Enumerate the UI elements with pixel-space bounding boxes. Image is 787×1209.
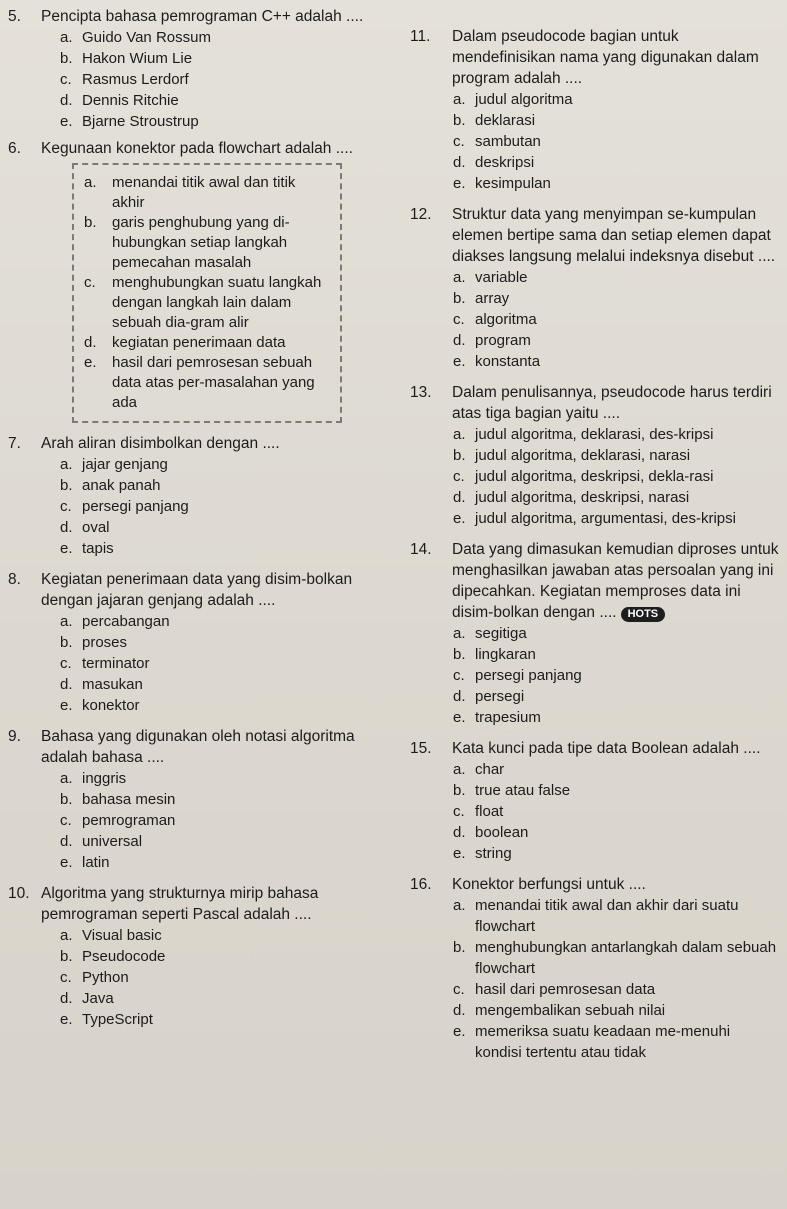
option-text: array [475, 290, 510, 307]
option-e [453, 843, 780, 864]
option-text: terminator [82, 655, 150, 672]
question-stem [8, 138, 393, 159]
option-letter: c. [453, 311, 465, 328]
option-text: deskripsi [475, 154, 535, 171]
option-text: proses [82, 634, 128, 651]
option-text: oval [82, 519, 110, 536]
option-text: pemrograman [82, 812, 176, 829]
option-letter: a. [453, 761, 466, 778]
option-c [60, 810, 393, 831]
option-text: Guido Van Rossum [82, 29, 211, 46]
option-letter: c. [60, 655, 72, 672]
option-d [60, 90, 393, 111]
question-number: 11. [410, 28, 431, 45]
option-text: variable [475, 269, 528, 286]
question-8 [8, 569, 393, 716]
option-e [60, 695, 393, 716]
question-text: Bahasa yang digunakan oleh notasi algoritma adalah bahasa .... [41, 728, 355, 766]
option-letter: e. [453, 1023, 466, 1040]
option-letter: c. [60, 498, 72, 515]
option-b [60, 48, 393, 69]
option-c [453, 665, 780, 686]
option-text: kegiatan penerimaan data [112, 334, 286, 351]
question-text: Kata kunci pada tipe data Boolean adalah .... [452, 740, 761, 757]
option-e [60, 1009, 393, 1030]
option-letter: e. [453, 510, 466, 527]
option-letter: c. [453, 981, 465, 998]
option-text: tapis [82, 540, 114, 557]
right-column [410, 26, 780, 1063]
left-column [8, 6, 393, 1030]
option-text: menghubungkan suatu langkah dengan langkah lain dalam sebuah dia-gram alir [112, 274, 322, 331]
option-b [453, 644, 780, 665]
option-a [453, 424, 780, 445]
option-text: anak panah [82, 477, 161, 494]
option-letter: e. [453, 709, 466, 726]
option-c [60, 653, 393, 674]
question-number: 5. [8, 8, 21, 25]
option-text: latin [82, 854, 110, 871]
option-c [453, 131, 780, 152]
question-7 [8, 433, 393, 559]
question-text: Struktur data yang menyimpan se-kumpulan elemen bertipe sama dan setiap elemen dapat diakses langsung melalui indeksnya disebut .... [452, 206, 776, 265]
option-c [60, 967, 393, 988]
option-letter: d. [453, 332, 466, 349]
option-text: konstanta [475, 353, 541, 370]
option-letter: d. [453, 824, 466, 841]
option-a [453, 759, 780, 780]
option-letter: d. [453, 489, 466, 506]
option-text: hasil dari pemrosesan data [475, 981, 656, 998]
option-text: menandai titik awal dan titik akhir [112, 174, 296, 211]
option-text: konektor [82, 697, 140, 714]
option-list [410, 267, 780, 372]
option-text: sambutan [475, 133, 541, 150]
option-b [84, 213, 332, 273]
option-list [410, 424, 780, 529]
option-e [60, 111, 393, 132]
option-letter: b. [453, 447, 466, 464]
option-text: jajar genjang [82, 456, 168, 473]
question-9 [8, 726, 393, 873]
option-text: memeriksa suatu keadaan me-menuhi kondisi tertentu atau tidak [475, 1023, 731, 1061]
option-letter: a. [60, 29, 73, 46]
option-letter: c. [60, 71, 72, 88]
option-b [453, 110, 780, 131]
option-text: char [475, 761, 505, 778]
option-text: string [475, 845, 512, 862]
option-letter: b. [60, 791, 73, 808]
option-letter: d. [60, 990, 73, 1007]
option-letter: a. [60, 456, 73, 473]
question-stem [8, 883, 393, 925]
option-c [60, 69, 393, 90]
question-number: 14. [410, 541, 432, 558]
question-15 [410, 738, 780, 864]
option-list [410, 89, 780, 194]
option-text: Python [82, 969, 129, 986]
question-stem [8, 6, 393, 27]
option-a [84, 173, 332, 213]
option-list [410, 895, 780, 1063]
option-letter: c. [453, 667, 465, 684]
option-letter: e. [453, 845, 466, 862]
option-text: judul algoritma, deklarasi, des-kripsi [475, 426, 714, 443]
option-letter: d. [84, 334, 97, 351]
option-letter: b. [453, 646, 466, 663]
question-text: Kegunaan konektor pada flowchart adalah .... [41, 140, 353, 157]
question-text: Arah aliran disimbolkan dengan .... [41, 435, 280, 452]
question-11 [410, 26, 780, 194]
question-stem [8, 726, 393, 768]
option-b [60, 789, 393, 810]
option-text: TypeScript [82, 1011, 153, 1028]
option-text: float [475, 803, 504, 820]
option-text: true atau false [475, 782, 571, 799]
option-d [60, 517, 393, 538]
option-text: inggris [82, 770, 127, 787]
question-stem [410, 26, 780, 89]
option-text: persegi [475, 688, 525, 705]
option-letter: e. [60, 854, 73, 871]
option-text: Java [82, 990, 114, 1007]
question-number: 16. [410, 876, 432, 893]
option-d [453, 686, 780, 707]
question-number: 9. [8, 728, 21, 745]
question-number: 13. [410, 384, 432, 401]
option-a [60, 925, 393, 946]
option-text: judul algoritma [475, 91, 573, 108]
question-text: Dalam pseudocode bagian untuk mendefinisikan nama yang digunakan dalam program adalah .... [452, 28, 759, 87]
option-list [8, 27, 393, 132]
option-text: judul algoritma, argumentasi, des-kripsi [475, 510, 736, 527]
dashed-option-box [72, 163, 342, 423]
option-letter: e. [453, 353, 466, 370]
option-letter: c. [453, 803, 465, 820]
question-number: 8. [8, 571, 21, 588]
option-a [60, 611, 393, 632]
option-a [453, 623, 780, 644]
option-a [453, 89, 780, 110]
option-letter: e. [60, 113, 73, 130]
question-10 [8, 883, 393, 1030]
option-text: program [475, 332, 531, 349]
option-letter: a. [453, 91, 466, 108]
option-d [453, 822, 780, 843]
option-b [60, 946, 393, 967]
option-a [60, 27, 393, 48]
option-letter: c. [453, 468, 465, 485]
option-b [60, 632, 393, 653]
question-text: Dalam penulisannya, pseudocode harus terdiri atas tiga bagian yaitu .... [452, 384, 772, 422]
option-list [8, 611, 393, 716]
option-text: persegi panjang [82, 498, 189, 515]
option-c [60, 496, 393, 517]
option-c [453, 979, 780, 1000]
option-letter: d. [60, 833, 73, 850]
option-a [453, 267, 780, 288]
option-text: menghubungkan antarlangkah dalam sebuah flowchart [475, 939, 777, 977]
question-number: 7. [8, 435, 21, 452]
option-letter: a. [60, 927, 73, 944]
question-16 [410, 874, 780, 1063]
option-d [60, 831, 393, 852]
option-letter: b. [60, 477, 73, 494]
option-d [84, 333, 332, 353]
option-text: Visual basic [82, 927, 162, 944]
question-number: 6. [8, 140, 21, 157]
option-e [60, 538, 393, 559]
option-text: deklarasi [475, 112, 536, 129]
option-letter: b. [453, 939, 466, 956]
option-e [60, 852, 393, 873]
option-text: algoritma [475, 311, 537, 328]
hots-badge: HOTS [621, 607, 666, 622]
option-text: persegi panjang [475, 667, 582, 684]
option-letter: e. [84, 354, 97, 371]
option-letter: d. [60, 676, 73, 693]
option-e [453, 351, 780, 372]
option-c [453, 309, 780, 330]
option-text: judul algoritma, deklarasi, narasi [475, 447, 691, 464]
option-list [8, 768, 393, 873]
option-letter: a. [453, 269, 466, 286]
option-letter: a. [60, 770, 73, 787]
option-text: Pseudocode [82, 948, 166, 965]
option-text: percabangan [82, 613, 170, 630]
option-text: judul algoritma, deskripsi, narasi [475, 489, 690, 506]
question-text: Pencipta bahasa pemrograman C++ adalah .... [41, 8, 364, 25]
option-e [84, 353, 332, 413]
question-number: 12. [410, 206, 432, 223]
option-e [453, 173, 780, 194]
option-letter: a. [453, 426, 466, 443]
option-text: kesimpulan [475, 175, 551, 192]
option-letter: d. [453, 1002, 466, 1019]
option-d [60, 674, 393, 695]
option-a [60, 454, 393, 475]
option-letter: b. [453, 290, 466, 307]
option-letter: b. [84, 214, 97, 231]
option-letter: b. [453, 112, 466, 129]
option-text: judul algoritma, deskripsi, dekla-rasi [475, 468, 714, 485]
option-letter: b. [60, 634, 73, 651]
option-letter: a. [84, 174, 97, 191]
question-13 [410, 382, 780, 529]
question-5 [8, 6, 393, 132]
option-letter: c. [84, 274, 96, 291]
option-d [60, 988, 393, 1009]
option-letter: c. [453, 133, 465, 150]
question-text-body: Data yang dimasukan kemudian diproses untuk menghasilkan jawaban atas persoalan yang ini dipecahkan. Kegiatan memproses data ini disim-bolkan dengan .... [452, 541, 779, 621]
option-letter: d. [60, 519, 73, 536]
option-c [453, 801, 780, 822]
option-list [410, 623, 780, 728]
option-list [8, 454, 393, 559]
question-number: 10. [8, 885, 30, 902]
option-letter: a. [453, 897, 466, 914]
option-letter: a. [60, 613, 73, 630]
question-12 [410, 204, 780, 372]
option-b [60, 475, 393, 496]
question-stem [8, 433, 393, 454]
option-b [453, 445, 780, 466]
question-stem [410, 539, 780, 623]
option-text: lingkaran [475, 646, 536, 663]
option-text: segitiga [475, 625, 527, 642]
question-6 [8, 138, 393, 423]
option-letter: e. [60, 1011, 73, 1028]
option-e [453, 707, 780, 728]
option-text: mengembalikan sebuah nilai [475, 1002, 666, 1019]
option-text: hasil dari pemrosesan sebuah data atas per-masalahan yang ada [112, 354, 315, 411]
option-letter: b. [60, 948, 73, 965]
option-text: masukan [82, 676, 143, 693]
option-text: bahasa mesin [82, 791, 176, 808]
option-list [410, 759, 780, 864]
option-c [84, 273, 332, 333]
question-stem [410, 204, 780, 267]
option-text: garis penghubung yang di-hubungkan setiap langkah pemecahan masalah [112, 214, 290, 271]
option-a [453, 895, 780, 937]
question-text: Kegiatan penerimaan data yang disim-bolkan dengan jajaran genjang adalah .... [41, 571, 353, 609]
option-letter: e. [60, 697, 73, 714]
option-letter: e. [60, 540, 73, 557]
option-text: trapesium [475, 709, 541, 726]
option-text: Bjarne Stroustrup [82, 113, 199, 130]
question-stem [410, 382, 780, 424]
option-text: Rasmus Lerdorf [82, 71, 189, 88]
option-text: menandai titik awal dan akhir dari suatu flowchart [475, 897, 739, 935]
question-text [452, 539, 780, 623]
option-d [453, 487, 780, 508]
option-letter: d. [453, 154, 466, 171]
option-b [453, 937, 780, 979]
option-d [453, 330, 780, 351]
option-b [453, 780, 780, 801]
question-stem [410, 738, 780, 759]
option-a [60, 768, 393, 789]
question-stem [8, 569, 393, 611]
option-e [453, 1021, 780, 1063]
option-e [453, 508, 780, 529]
option-letter: a. [453, 625, 466, 642]
option-text: Hakon Wium Lie [82, 50, 193, 67]
option-letter: e. [453, 175, 466, 192]
option-letter: c. [60, 969, 72, 986]
question-text: Algoritma yang strukturnya mirip bahasa pemrograman seperti Pascal adalah .... [41, 885, 319, 923]
option-letter: b. [60, 50, 73, 67]
question-text: Konektor berfungsi untuk .... [452, 876, 646, 893]
option-letter: d. [60, 92, 73, 109]
option-list [8, 925, 393, 1030]
option-letter: d. [453, 688, 466, 705]
option-d [453, 1000, 780, 1021]
question-14 [410, 539, 780, 728]
option-text: boolean [475, 824, 529, 841]
question-number: 15. [410, 740, 432, 757]
option-letter: b. [453, 782, 466, 799]
option-text: Dennis Ritchie [82, 92, 179, 109]
question-stem [410, 874, 780, 895]
option-b [453, 288, 780, 309]
option-text: universal [82, 833, 143, 850]
option-c [453, 466, 780, 487]
option-letter: c. [60, 812, 72, 829]
option-d [453, 152, 780, 173]
